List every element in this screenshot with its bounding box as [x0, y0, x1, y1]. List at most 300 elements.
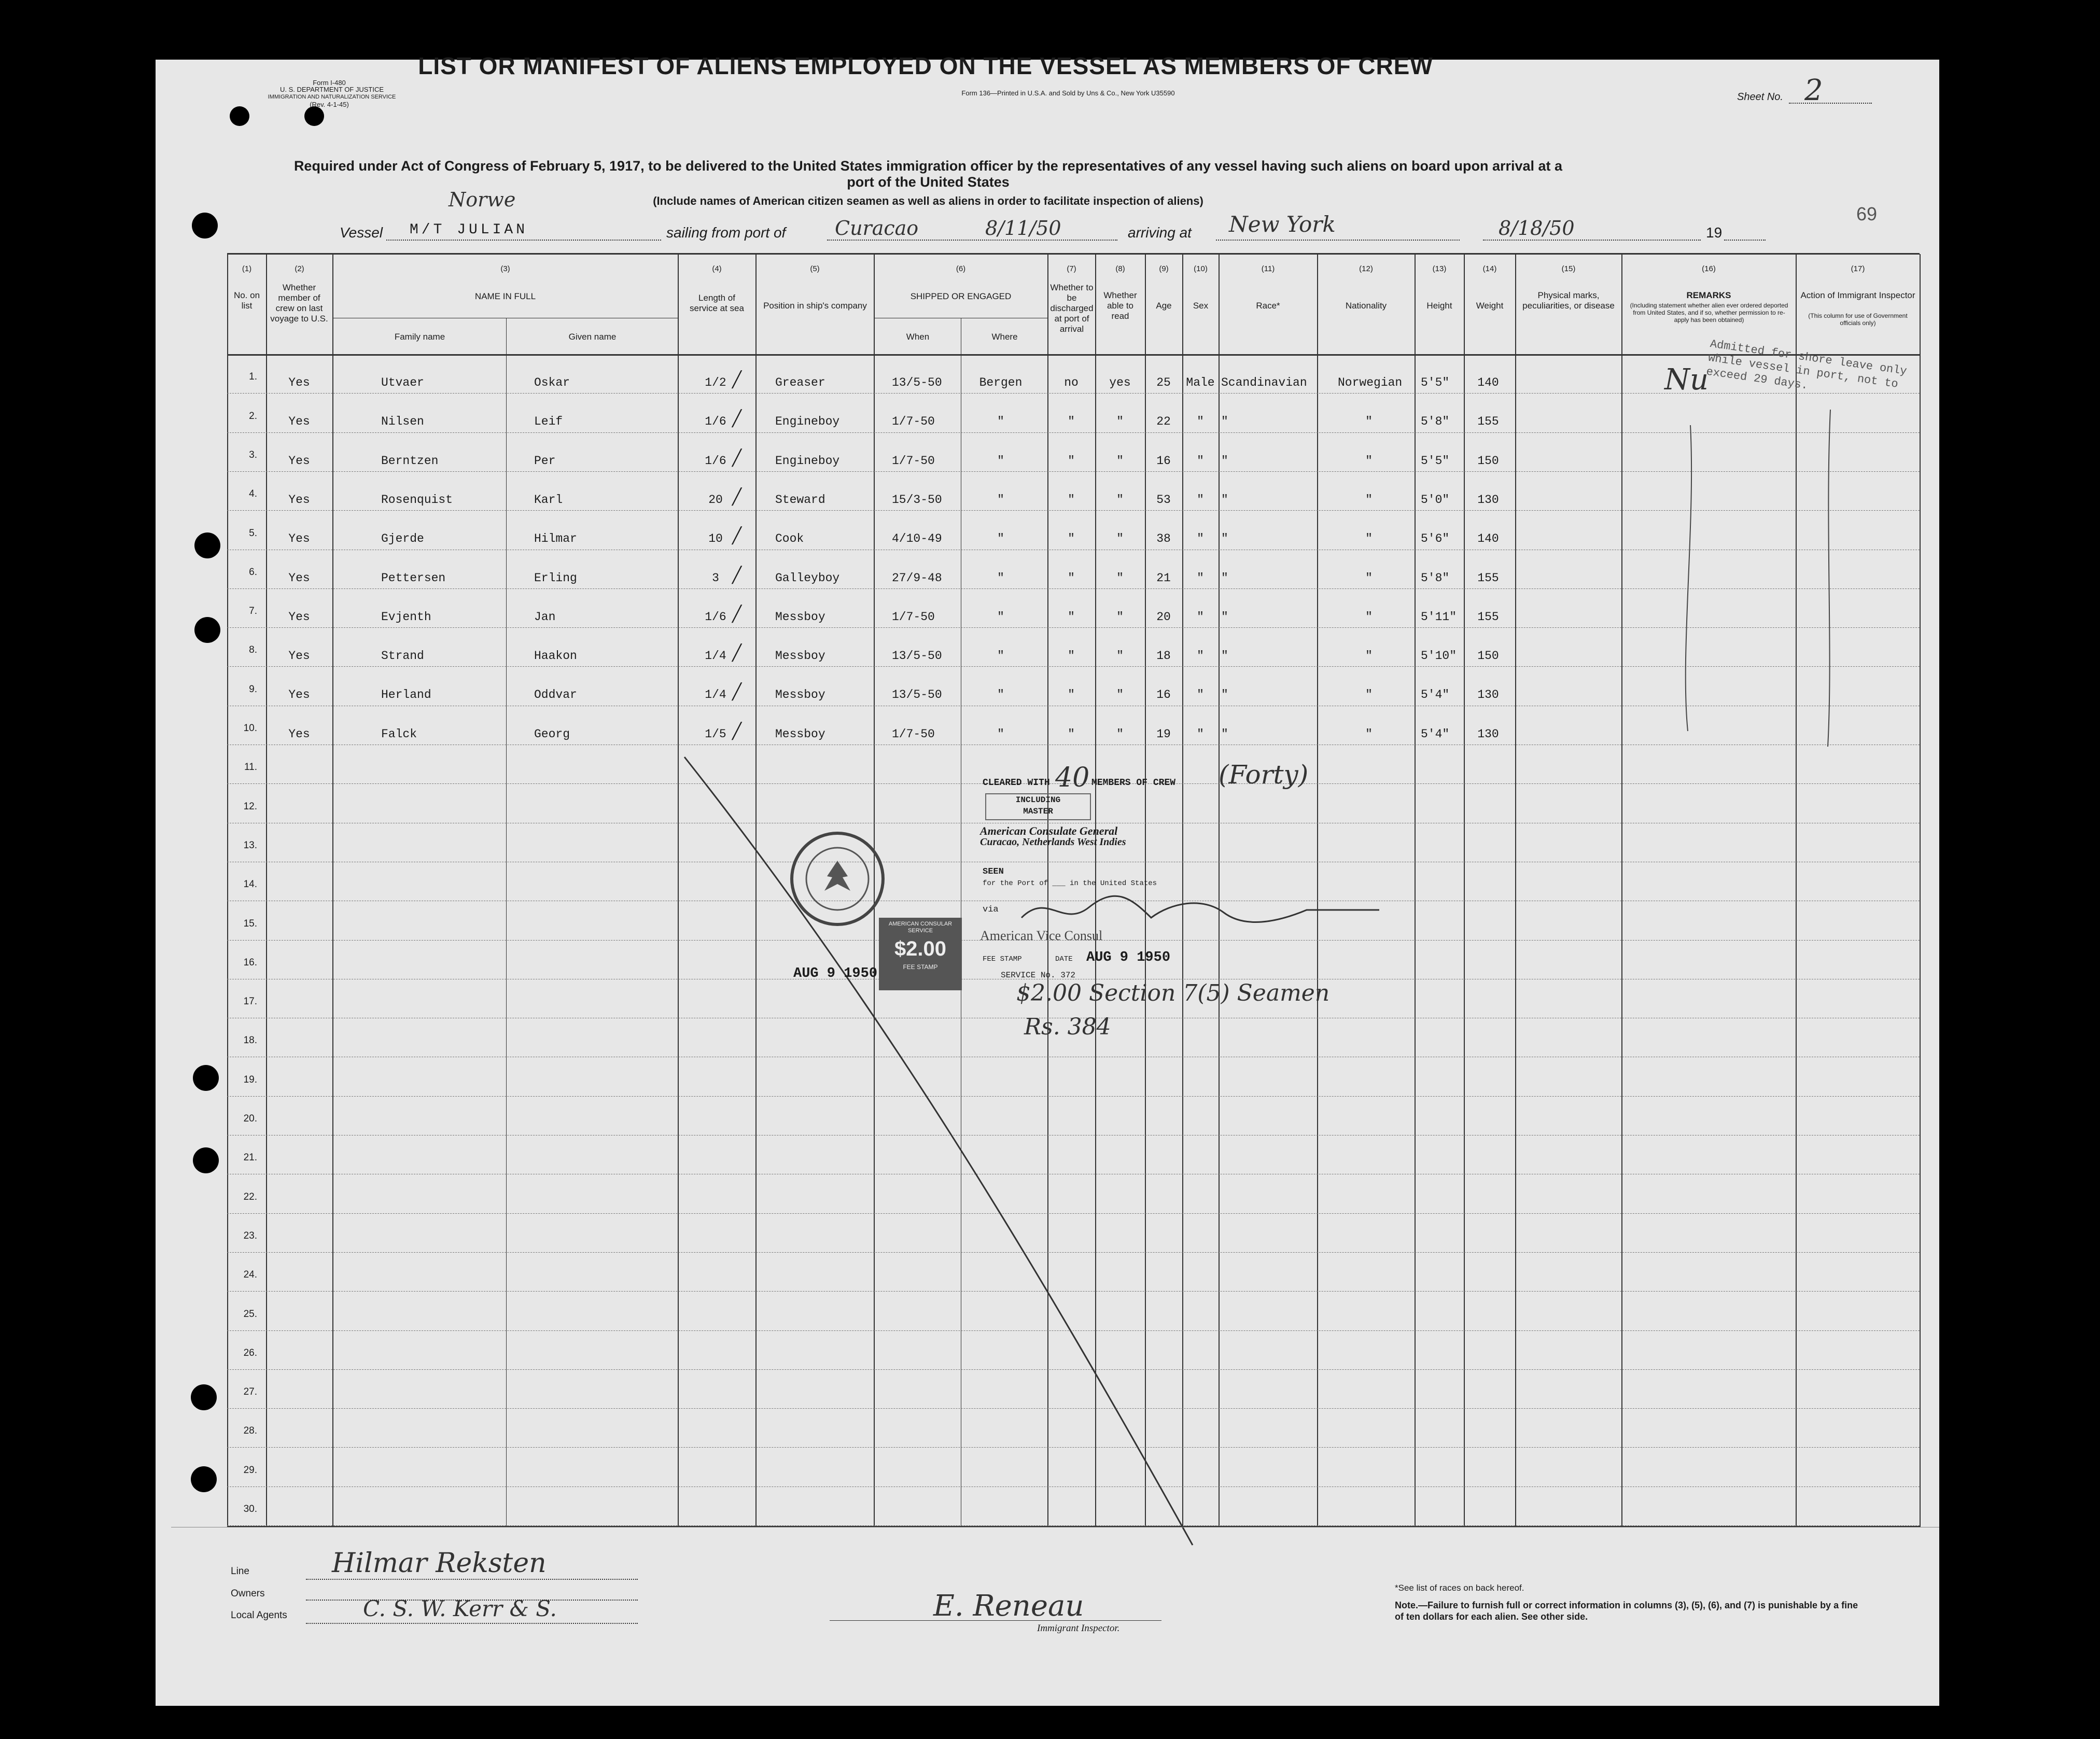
col6-where: Where — [991, 332, 1018, 342]
cell-when: 1/7-50 — [892, 727, 935, 741]
cell-race: " — [1221, 727, 1228, 741]
cell-read: yes — [1109, 376, 1131, 389]
row-number: 14. — [243, 879, 257, 890]
arriving-date: 8/18/50 — [1499, 217, 1575, 240]
cell-given: Leif — [534, 415, 563, 429]
cell-position: Galleyboy — [775, 571, 840, 585]
cell-discharged: " — [1068, 610, 1075, 624]
cell-given: Karl — [534, 493, 563, 507]
row-number: 9. — [249, 683, 257, 695]
cell-read: " — [1116, 454, 1124, 468]
cell-where: " — [997, 571, 1004, 585]
cell-position: Messboy — [775, 610, 825, 624]
cell-race: " — [1221, 610, 1228, 624]
cell-height: 5'4" — [1421, 727, 1450, 741]
cell-discharged: " — [1068, 649, 1075, 663]
col1-num: (1) — [242, 264, 252, 273]
agents-field — [306, 1623, 638, 1624]
cell-sex: " — [1197, 727, 1204, 741]
cell-weight: 155 — [1477, 610, 1499, 624]
cell-prev: Yes — [288, 571, 310, 585]
cell-discharged: " — [1068, 688, 1075, 702]
cell-weight: 130 — [1477, 493, 1499, 507]
remarks-stamp: Admitted for shore leave only while vessel in port, not to exceed 29 days. — [1705, 337, 1908, 392]
row-number: 28. — [243, 1425, 257, 1437]
sailing-label: sailing from port of — [666, 225, 786, 241]
col17-header: Action of Immigrant Inspector — [1800, 290, 1915, 300]
col13-num: (13) — [1432, 264, 1447, 273]
cell-when: 1/7-50 — [892, 454, 935, 468]
cell-age: 19 — [1156, 727, 1171, 741]
cell-service: 1/6 — [705, 415, 726, 429]
col-rule — [1464, 254, 1465, 1527]
col10-header: Sex — [1193, 301, 1209, 311]
row-number: 23. — [243, 1230, 257, 1241]
col5-header: Position in ship's company — [763, 301, 867, 311]
col3-given: Given name — [568, 332, 617, 342]
cell-nationality: " — [1365, 571, 1373, 585]
row-number: 12. — [243, 801, 257, 812]
cell-family: Gjerde — [381, 532, 424, 546]
vessel-label: Vessel — [340, 225, 383, 241]
binder-hole — [194, 617, 220, 643]
page-subtitle: Required under Act of Congress of February 5, 1917, to be delivered to the United States immigration officer by the representatives of any vessel having such aliens on board upon arrival at a port of the United States — [293, 158, 1563, 190]
cell-family: Pettersen — [381, 571, 446, 585]
binder-hole — [192, 213, 218, 239]
cell-position: Messboy — [775, 727, 825, 741]
binder-hole — [193, 1065, 219, 1091]
cell-given: Oddvar — [534, 688, 577, 702]
cell-when: 1/7-50 — [892, 610, 935, 624]
cell-discharged: " — [1068, 571, 1075, 585]
col11-num: (11) — [1261, 264, 1275, 273]
check-mark: ╱ — [732, 723, 742, 741]
row-number: 26. — [243, 1347, 257, 1358]
col2-header: Whether member of crew on last voyage to U.S. — [270, 283, 328, 324]
col16-note: (Including statement whether alien ever ordered deported from United States, and if so, whether permission to re-apply has been obtained) — [1630, 302, 1788, 324]
binder-hole — [191, 1466, 217, 1492]
col14-num: (14) — [1482, 264, 1497, 273]
cell-discharged: " — [1068, 493, 1075, 507]
col8-header: Whether able to read — [1103, 290, 1137, 321]
row-number: 13. — [243, 839, 257, 851]
cell-service: 1/4 — [705, 688, 726, 702]
col3-header: NAME IN FULL — [474, 291, 536, 301]
cell-family: Rosenquist — [381, 493, 453, 507]
page-title: LIST OR MANIFEST OF ALIENS EMPLOYED ON THE VESSEL AS MEMBERS OF CREW — [418, 52, 1433, 79]
cell-when: 13/5-50 — [892, 649, 942, 663]
cell-service: 20 — [708, 493, 723, 507]
row-number: 17. — [243, 996, 257, 1007]
col11-header: Race* — [1256, 301, 1280, 311]
row-number: 10. — [243, 723, 257, 734]
cell-family: Strand — [381, 649, 424, 663]
arriving-line — [1216, 240, 1460, 241]
cell-race: " — [1221, 415, 1228, 429]
cell-prev: Yes — [288, 454, 310, 468]
fee-stamp-label: FEE STAMP — [983, 955, 1022, 963]
cell-discharged: " — [1068, 727, 1075, 741]
col-rule — [266, 254, 267, 1527]
sheet-number-line — [1789, 103, 1872, 104]
cell-race: " — [1221, 688, 1228, 702]
binder-hole — [191, 1384, 217, 1410]
note-label: Note. — [1395, 1600, 1418, 1610]
check-mark: ╱ — [732, 528, 742, 546]
check-mark: ╱ — [732, 372, 742, 390]
cell-position: Engineboy — [775, 454, 840, 468]
cell-position: Messboy — [775, 688, 825, 702]
cell-weight: 140 — [1477, 376, 1499, 389]
consulate-seal — [788, 830, 887, 928]
row-number: 1. — [249, 371, 257, 383]
col12-num: (12) — [1359, 264, 1373, 273]
cell-height: 5'5" — [1421, 376, 1450, 389]
row-number: 15. — [243, 918, 257, 929]
cell-read: " — [1116, 493, 1124, 507]
check-mark: ╱ — [732, 411, 742, 429]
remarks-vertical-marks — [1659, 394, 1867, 757]
col17-num: (17) — [1851, 264, 1865, 273]
cell-nationality: " — [1365, 649, 1373, 663]
check-mark: ╱ — [732, 489, 742, 507]
vessel-name: M/T JULIAN — [410, 222, 528, 238]
cell-service: 1/6 — [705, 610, 726, 624]
col-rule — [506, 318, 507, 1526]
row-number: 22. — [243, 1191, 257, 1202]
col-rule — [1920, 254, 1921, 1527]
cell-when: 13/5-50 — [892, 688, 942, 702]
cell-sex: " — [1197, 688, 1204, 702]
col4-header: Length of service at sea — [690, 293, 744, 313]
owners-label: Owners — [231, 1588, 265, 1599]
cell-weight: 130 — [1477, 688, 1499, 702]
sailing-date: 8/11/50 — [985, 217, 1061, 240]
check-mark: ╱ — [732, 646, 742, 664]
cell-where: " — [997, 493, 1004, 507]
cell-prev: Yes — [288, 532, 310, 546]
col-rule — [1415, 254, 1416, 1527]
cell-nationality: Norwegian — [1338, 376, 1403, 389]
receipt-number: Rs. 384 — [1024, 1014, 1111, 1040]
cell-race: Scandinavian — [1221, 376, 1307, 389]
row-number: 29. — [243, 1464, 257, 1476]
cell-prev: Yes — [288, 415, 310, 429]
col-rule — [1621, 254, 1622, 1527]
cell-race: " — [1221, 493, 1228, 507]
cell-given: Per — [534, 454, 556, 468]
check-mark: ╱ — [732, 684, 742, 703]
cell-height: 5'4" — [1421, 688, 1450, 702]
fee-stamp — [879, 918, 962, 990]
cell-prev: Yes — [288, 727, 310, 741]
col3-num: (3) — [500, 264, 510, 273]
department: U. S. DEPARTMENT OF JUSTICE — [279, 86, 384, 93]
col12-header: Nationality — [1345, 301, 1387, 311]
line-label: Line — [231, 1566, 249, 1577]
binder-hole — [230, 106, 249, 126]
sailing-line — [827, 240, 1117, 241]
sailing-port: Curacao — [835, 217, 919, 240]
cell-sex: " — [1197, 532, 1204, 546]
members-of-crew: MEMBERS OF CREW — [1091, 778, 1176, 788]
cell-when: 4/10-49 — [892, 532, 942, 546]
note-text: —Failure to furnish full or correct information in columns (3), (5), (6), and (7) is punishable by a fine of ten dollars for each alien. See other side. — [1395, 1600, 1858, 1622]
cell-service: 3 — [712, 571, 719, 585]
col10-num: (10) — [1194, 264, 1208, 273]
check-mark: ╱ — [732, 450, 742, 468]
check-mark: ╱ — [732, 567, 742, 585]
cell-nationality: " — [1365, 688, 1373, 702]
endorsement-date: AUG 9 1950 — [1086, 950, 1171, 965]
col-rule — [1515, 254, 1516, 1527]
col9-num: (9) — [1159, 264, 1169, 273]
port-line: for the Port of ___ in the United States — [983, 879, 1157, 888]
line-value: Hilmar Reksten — [332, 1548, 547, 1579]
cell-when: 27/9-48 — [892, 571, 942, 585]
col6-header: SHIPPED OR ENGAGED — [910, 291, 1012, 301]
date-label: DATE — [1055, 955, 1073, 963]
cell-position: Steward — [775, 493, 825, 507]
cancellation-stroke — [674, 747, 1219, 1555]
service-name: IMMIGRATION AND NATURALIZATION SERVICE — [268, 94, 396, 100]
cell-where: " — [997, 532, 1004, 546]
form-revision: (Rev. 4-1-45) — [310, 101, 349, 108]
binder-hole — [304, 106, 324, 126]
col4-num: (4) — [712, 264, 722, 273]
cell-read: " — [1116, 571, 1124, 585]
col16-num: (16) — [1702, 264, 1716, 273]
cell-family: Herland — [381, 688, 431, 702]
cell-age: 21 — [1156, 571, 1171, 585]
cell-age: 22 — [1156, 415, 1171, 429]
cell-race: " — [1221, 571, 1228, 585]
row-number: 3. — [249, 449, 257, 460]
cell-discharged: " — [1068, 415, 1075, 429]
row-number: 6. — [249, 566, 257, 578]
left-date-stamp: AUG 9 1950 — [793, 966, 878, 981]
row-number: 30. — [243, 1504, 257, 1514]
cell-given: Erling — [534, 571, 577, 585]
cell-weight: 130 — [1477, 727, 1499, 741]
row-number: 20. — [243, 1113, 257, 1124]
cell-age: 38 — [1156, 532, 1171, 546]
crew-count: 40 — [1055, 762, 1090, 793]
row-number: 8. — [249, 644, 257, 656]
vessel-nationality: Norwe — [449, 188, 516, 211]
cell-height: 5'10" — [1421, 649, 1457, 663]
col9-header: Age — [1156, 301, 1172, 311]
cell-read: " — [1116, 727, 1124, 741]
cell-sex: " — [1197, 649, 1204, 663]
cell-family: Falck — [381, 727, 417, 741]
cell-prev: Yes — [288, 493, 310, 507]
cell-position: Greaser — [775, 376, 825, 389]
cell-prev: Yes — [288, 649, 310, 663]
row-number: 2. — [249, 410, 257, 422]
sheet-label: Sheet No. — [1737, 91, 1783, 103]
cell-family: Utvaer — [381, 376, 424, 389]
cell-sex: Male — [1186, 376, 1215, 389]
footer-note — [1395, 1600, 1861, 1622]
cell-nationality: " — [1365, 727, 1373, 741]
cell-nationality: " — [1365, 610, 1373, 624]
cell-where: " — [997, 727, 1004, 741]
vessel-line — [386, 240, 661, 241]
col16-header: REMARKS — [1686, 290, 1731, 300]
cell-where: " — [997, 688, 1004, 702]
cell-age: 16 — [1156, 688, 1171, 702]
via-label: via — [983, 905, 999, 915]
cell-family: Nilsen — [381, 415, 424, 429]
row-number: 25. — [243, 1308, 257, 1320]
cell-discharged: " — [1068, 454, 1075, 468]
cell-service: 1/6 — [705, 454, 726, 468]
cell-prev: Yes — [288, 610, 310, 624]
cell-prev: Yes — [288, 688, 310, 702]
header-bottom-rule — [227, 354, 1920, 356]
cell-age: 18 — [1156, 649, 1171, 663]
arriving-label: arriving at — [1128, 225, 1192, 241]
cell-race: " — [1221, 454, 1228, 468]
cell-where: " — [997, 610, 1004, 624]
cell-family: Berntzen — [381, 454, 439, 468]
cell-position: Engineboy — [775, 415, 840, 429]
cell-sex: " — [1197, 415, 1204, 429]
cell-given: Hilmar — [534, 532, 577, 546]
row-number: 11. — [244, 762, 257, 773]
col7-num: (7) — [1067, 264, 1076, 273]
cell-service: 10 — [708, 532, 723, 546]
consulate-location: Curacao, Netherlands West Indies — [980, 836, 1126, 848]
master-label: MASTER — [1023, 807, 1053, 816]
cell-when: 13/5-50 — [892, 376, 942, 389]
seal-text — [519, 518, 538, 519]
row-number: 7. — [249, 606, 257, 617]
cell-nationality: " — [1365, 415, 1373, 429]
col2-num: (2) — [295, 264, 304, 273]
col17-note: (This column for use of Government officials only) — [1808, 312, 1908, 327]
cell-where: " — [997, 454, 1004, 468]
col3-family: Family name — [394, 332, 445, 342]
cell-sex: " — [1197, 610, 1204, 624]
cell-family: Evjenth — [381, 610, 431, 624]
including-label: INCLUDING — [1015, 795, 1061, 805]
cell-service: 1/4 — [705, 649, 726, 663]
arriving-date-line — [1483, 240, 1701, 241]
cell-age: 16 — [1156, 454, 1171, 468]
col8-num: (8) — [1115, 264, 1125, 273]
col1-header: No. on list — [233, 290, 260, 311]
row-number: 16. — [243, 957, 257, 968]
col-rule — [227, 254, 228, 1527]
col14-header: Weight — [1476, 301, 1504, 311]
agents-label: Local Agents — [231, 1610, 287, 1621]
row-number: 4. — [249, 488, 257, 500]
including-box — [985, 793, 1091, 820]
cell-height: 5'8" — [1421, 415, 1450, 429]
cell-prev: Yes — [288, 376, 310, 389]
cell-service: 1/2 — [705, 376, 726, 389]
cell-read: " — [1116, 649, 1124, 663]
cell-weight: 150 — [1477, 649, 1499, 663]
cell-weight: 140 — [1477, 532, 1499, 546]
row-number: 19. — [243, 1074, 257, 1085]
form-number: Form I-480 — [313, 79, 346, 87]
cell-read: " — [1116, 610, 1124, 624]
cell-height: 5'8" — [1421, 571, 1450, 585]
seen-label: SEEN — [983, 867, 1004, 877]
row-number: 27. — [243, 1386, 257, 1398]
cell-height: 5'11" — [1421, 610, 1457, 624]
check-mark: ╱ — [732, 606, 742, 624]
remarks-initial: Nu — [1664, 363, 1709, 397]
binder-hole — [194, 532, 220, 558]
cell-discharged: no — [1064, 376, 1079, 389]
cell-weight: 155 — [1477, 415, 1499, 429]
cell-read: " — [1116, 688, 1124, 702]
cell-where: " — [997, 415, 1004, 429]
page-subtitle-note: (Include names of American citizen seamen as well as aliens in order to facilitate inspection of aliens) — [653, 194, 1203, 207]
fee-stamp-bottom: FEE STAMP — [903, 963, 938, 971]
col7-header: Whether to be discharged at port of arrival — [1050, 283, 1094, 334]
agents-value: C. S. W. Kerr & S. — [363, 1596, 557, 1621]
cell-where: Bergen — [979, 376, 1023, 389]
cell-service: 1/5 — [705, 727, 726, 741]
cell-height: 5'5" — [1421, 454, 1450, 468]
cell-given: Georg — [534, 727, 570, 741]
cell-when: 1/7-50 — [892, 415, 935, 429]
cell-sex: " — [1197, 493, 1204, 507]
arriving-port: New York — [1229, 212, 1336, 237]
vice-consul-title: American Vice Consul — [980, 928, 1103, 943]
row-number: 21. — [243, 1152, 257, 1163]
cleared-prefix: CLEARED WITH — [983, 778, 1050, 788]
cell-weight: 155 — [1477, 571, 1499, 585]
cell-sex: " — [1197, 571, 1204, 585]
consulate-name: American Consulate General — [980, 824, 1118, 837]
col-rule — [332, 254, 333, 1527]
cell-race: " — [1221, 649, 1228, 663]
col6-when: When — [906, 332, 930, 342]
cell-height: 5'6" — [1421, 532, 1450, 546]
cell-race: " — [1221, 532, 1228, 546]
cell-sex: " — [1197, 454, 1204, 468]
cell-discharged: " — [1068, 532, 1075, 546]
cell-read: " — [1116, 532, 1124, 546]
year-prefix: 19 — [1706, 225, 1723, 241]
service-number: SERVICE No. 372 — [1001, 971, 1076, 980]
inspector-label: Immigrant Inspector. — [1037, 1623, 1120, 1634]
fee-stamp-top: AMERICAN CONSULAR SERVICE — [888, 921, 953, 934]
cell-where: " — [997, 649, 1004, 663]
cell-weight: 150 — [1477, 454, 1499, 468]
page-number: 69 — [1856, 203, 1878, 225]
row-number: 18. — [243, 1035, 257, 1046]
inspector-signature: E. Reneau — [933, 1589, 1084, 1623]
cell-age: 20 — [1156, 610, 1171, 624]
cell-read: " — [1116, 415, 1124, 429]
cell-position: Cook — [775, 532, 804, 546]
year-line — [1724, 240, 1766, 241]
binder-hole — [193, 1147, 219, 1173]
row-number: 5. — [249, 527, 257, 539]
row-number: 24. — [243, 1269, 257, 1281]
fee-stamp-value: $2.00 — [894, 937, 947, 960]
col15-header: Physical marks, peculiarities, or disease — [1522, 290, 1615, 311]
col6-num: (6) — [956, 264, 966, 273]
crew-count-words: (Forty) — [1219, 760, 1309, 790]
